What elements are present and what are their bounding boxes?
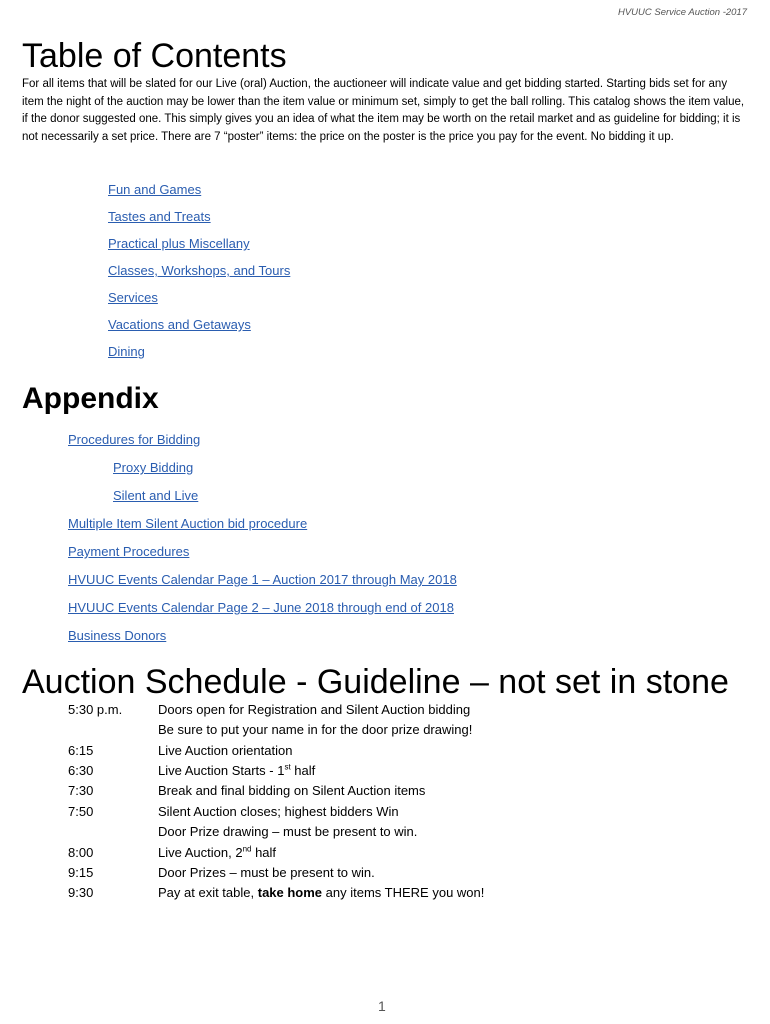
schedule-description [158,845,276,860]
page-number: 1 [378,998,386,1014]
schedule-desc-text: Pay at exit table, [158,885,258,900]
appendix-link-payment-procedures[interactable]: Payment Procedures [68,544,190,559]
toc-link-practical-misc[interactable]: Practical plus Miscellany [108,236,250,251]
ordinal-suffix: nd [242,844,252,854]
schedule-row [0,804,770,824]
schedule-time: 7:30 [68,783,94,798]
appendix-link-silent-and-live[interactable]: Silent and Live [113,488,199,503]
schedule-desc-text: Live Auction, 2 [158,845,243,860]
toc-link-vacations-getaways[interactable]: Vacations and Getaways [108,317,251,332]
appendix-link-business-donors[interactable]: Business Donors [68,628,167,643]
schedule-row [0,702,770,722]
appendix-title: Appendix [22,382,159,415]
schedule-desc-text: half [290,763,316,778]
toc-link-dining[interactable]: Dining [108,344,145,359]
schedule-desc-text: Live Auction Starts - 1 [158,763,285,778]
appendix-link-proxy-bidding[interactable]: Proxy Bidding [113,460,194,475]
toc-intro-paragraph: For all items that will be slated for our Live (oral) Auction, the auctioneer will indicate value and get bidding started. Starting bids set for any item the night of the auction may be lower than the item value or minimum set, simply to get the ball rolling. This catalog shows the item value, if the donor suggested one. This simply gives you an idea of what the item may be worth on the retail market and as guideline for bidding; it is not necessarily a set price. There are 7 “poster” items: the price on the poster is the price you pay for the event. No bidding it up. [22,78,745,143]
ordinal-suffix: st [284,762,291,772]
schedule-row [0,763,770,783]
schedule-row [0,743,770,763]
schedule-time: 8:00 [68,845,94,860]
schedule-row [0,783,770,803]
schedule-description [158,763,315,778]
toc-link-services[interactable]: Services [108,290,158,305]
schedule-row [0,845,770,865]
schedule-time: 9:15 [68,865,94,880]
schedule-description: Live Auction orientation [158,743,293,758]
schedule-row [0,722,770,742]
schedule-row [0,865,770,885]
schedule-title: Auction Schedule - Guideline – not set in stone [22,663,729,701]
schedule-description: Be sure to put your name in for the door prize drawing! [158,722,473,737]
schedule-time: 7:50 [68,804,94,819]
schedule-desc-text: half [251,845,277,860]
schedule-time: 9:30 [68,885,94,900]
schedule-row [0,885,770,905]
toc-link-tastes-and-treats[interactable]: Tastes and Treats [108,209,211,224]
schedule-description: Silent Auction closes; highest bidders Win [158,804,399,819]
schedule-description: Door Prize drawing – must be present to win. [158,824,418,839]
schedule-description: Door Prizes – must be present to win. [158,865,375,880]
appendix-link-calendar-page-2[interactable]: HVUUC Events Calendar Page 2 – June 2018 through end of 2018 [68,600,454,615]
schedule-description: Break and final bidding on Silent Auction items [158,783,426,798]
running-header: HVUUC Service Auction -2017 [617,7,747,18]
schedule-description [158,885,484,900]
schedule-description: Doors open for Registration and Silent Auction bidding [158,702,471,717]
toc-link-classes-workshops-tours[interactable]: Classes, Workshops, and Tours [108,263,291,278]
schedule-desc-bold: take home [257,885,323,900]
schedule-time: 6:15 [68,743,94,758]
toc-link-fun-and-games[interactable]: Fun and Games [108,182,202,197]
schedule-row [0,824,770,844]
schedule-time: 6:30 [68,763,94,778]
appendix-link-multiple-item-silent[interactable]: Multiple Item Silent Auction bid procedure [68,516,308,531]
schedule-time: 5:30 p.m. [68,702,123,717]
schedule-desc-text: any items THERE you won! [322,885,485,900]
appendix-link-calendar-page-1[interactable]: HVUUC Events Calendar Page 1 – Auction 2017 through May 2018 [68,572,457,587]
appendix-link-procedures-for-bidding[interactable]: Procedures for Bidding [68,432,201,447]
toc-title: Table of Contents [22,37,287,75]
